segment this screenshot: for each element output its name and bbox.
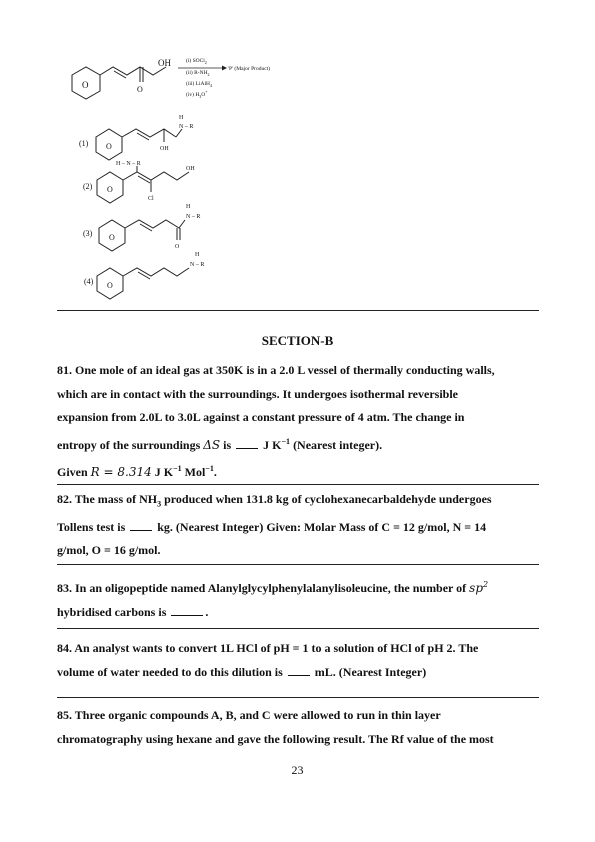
option-1-label: (1) [79,139,89,148]
q85-line-2: chromatography using hexane and gave the following result. The Rf value of the most [57,731,494,746]
q82-line-3: g/mol, O = 16 g/mol. [57,543,161,558]
svg-text:Cl: Cl [148,196,154,202]
svg-text:N – R: N – R [179,124,194,130]
option-1-structure [96,115,193,160]
answer-blank [236,439,258,449]
svg-text:OH: OH [186,166,195,172]
question-81 [57,359,539,485]
q83-line-2: hybridised carbons is . [57,604,209,619]
q84-line-2: volume of water needed to do this dilution is mL. (Nearest Integer) [57,664,427,679]
option-2-label: (2) [83,182,93,191]
q81-line-2: which are in contact with the surroundings. It undergoes isothermal reversible [57,386,458,401]
q84-line-1: 84. An analyst wants to convert 1L HCl of pH = 1 to a solution of HCl of pH 2. The [57,641,479,655]
svg-text:N – R: N – R [190,262,205,268]
oh-label: OH [158,58,171,68]
option-2-structure [97,161,195,203]
svg-text:O: O [107,185,113,194]
reagent-2: (ii) $R-NH_2$ [186,70,210,77]
option-4-label: (4) [84,277,94,286]
svg-text:H – N – R: H – N – R [116,161,141,167]
divider [57,697,539,698]
option-4-structure [97,252,204,299]
svg-text:OH: OH [160,146,169,152]
question-83 [57,573,539,624]
q81-line-1: 81. One mole of an ideal gas at 350K is in a 2.0 L vessel of thermally conducting walls, [57,363,495,377]
answer-blank [171,606,203,616]
option-3-structure [99,204,200,251]
page-number: 23 [291,763,304,777]
reaction-figure [0,0,595,300]
q82-line-2: Tollens test is kg. (Nearest Integer) Given: Molar Mass of C = 12 g/mol, N = 14 [57,519,487,534]
option-3-label: (3) [83,229,93,238]
reagent-1: (i) SOCl$_2$ [186,58,207,65]
q83-line-1: 83. In an oligopeptide named Alanylglycylphenylalanylisoleucine, the number of $sp^2$ [57,580,489,595]
svg-text:O: O [107,281,113,290]
svg-text:H: H [186,204,191,210]
carbonyl-o-label: O [137,85,143,94]
reagent-3: (iii) LiAlH$_4$ [186,81,212,88]
section-title: SECTION-B [261,333,334,348]
q85-line-1: 85. Three organic compounds A, B, and C were allowed to run in thin layer [57,708,441,722]
q81-line-3: expansion from 2.0L to 3.0L against a constant pressure of 4 atm. The change in [57,410,465,424]
q81-line-5: Given R = 8.314 J $K^{-1}$ Mol$^{-1}$. [57,464,217,479]
reagent-4: (iv) $H_3O^+$ [186,89,208,99]
svg-text:N – R: N – R [186,214,201,220]
divider [57,484,539,485]
answer-blank [288,666,310,676]
divider [57,628,539,629]
svg-text:O: O [109,233,115,242]
divider [57,564,539,565]
svg-text:O: O [106,142,112,151]
answer-blank [130,521,152,531]
q82-line-1: 82. The mass of $NH_3$ produced when 131.8 kg of cyclohexanecarbaldehyde undergoes [57,492,492,509]
question-84 [57,637,539,684]
product-label: 'P' (Major Product) [228,66,271,72]
svg-text:H: H [195,252,200,258]
question-82 [57,488,539,563]
question-85 [57,704,539,751]
starting-material [72,58,171,99]
divider [57,310,539,311]
svg-text:O: O [175,244,180,250]
svg-text:H: H [179,115,184,121]
ring-o-label: O [82,80,89,90]
q81-line-4: entropy of the surroundings ΔS is J $K^{-1}$ (Nearest integer). [57,436,383,452]
